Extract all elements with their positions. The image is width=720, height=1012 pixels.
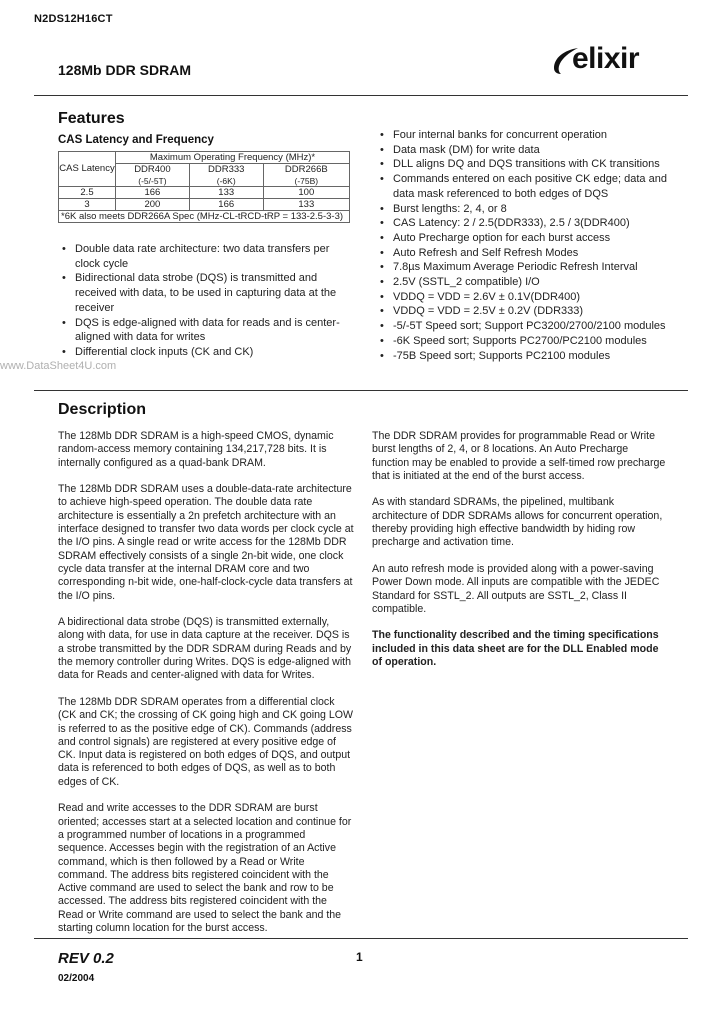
- revision-date: 02/2004: [58, 973, 95, 984]
- table-row: [59, 187, 350, 199]
- list-item: • Bidirectional data strobe (DQS) is transmitted and received with data, to be used in capturing data at the receiver: [58, 271, 350, 315]
- cas-latency-header: CAS Latency: [59, 152, 116, 187]
- freq-value: 133: [263, 199, 349, 211]
- paragraph: The 128Mb DDR SDRAM uses a double-data-rate architecture to achieve high-speed operation. The double data rate architecture is essentially a 2n prefetch architecture with an interface designed to transfer two data words per clock cycle at the I/O pins. A single read or write access for the 128Mb DDR SDRAM effectively consists of a single 2n-bit wide, one clock cycle data transfer at the internal DRAM core and two corresponding n-bit wide, one-half-clock-cycle data transfers at the I/O pins.: [58, 483, 354, 602]
- list-item: • 7.8µs Maximum Average Periodic Refresh Interval: [376, 260, 676, 275]
- right-feature-list: [376, 128, 676, 363]
- description-left-column: [58, 430, 354, 949]
- footer-rule: [34, 938, 688, 939]
- list-item: • Burst lengths: 2, 4, or 8: [376, 202, 676, 217]
- features-heading: Features: [58, 110, 125, 127]
- cas-value: 3: [59, 199, 116, 211]
- freq-value: 166: [116, 187, 190, 199]
- cas-value: 2.5: [59, 187, 116, 199]
- list-item: • -75B Speed sort; Supports PC2100 modules: [376, 349, 676, 364]
- table-footnote: *6K also meets DDR266A Spec (MHz-CL-tRCD-tRP = 133-2.5-3-3): [59, 211, 350, 223]
- list-item: • Differential clock inputs (CK and CK): [58, 345, 350, 360]
- list-item: • 2.5V (SSTL_2 compatible) I/O: [376, 275, 676, 290]
- watermark: www.DataSheet4U.com: [0, 360, 117, 372]
- col-ddr266b-sub: (-75B): [263, 175, 349, 187]
- elixir-logo: [550, 40, 670, 86]
- list-item: • Commands entered on each positive CK edge; data and data mask referenced to both edges of DQS: [376, 172, 676, 201]
- list-item: • CAS Latency: 2 / 2.5(DDR333), 2.5 / 3(DDR400): [376, 216, 676, 231]
- col-ddr400-sub: (-5/-5T): [116, 175, 190, 187]
- revision: REV 0.2: [58, 950, 114, 967]
- freq-value: 200: [116, 199, 190, 211]
- paragraph: The 128Mb DDR SDRAM operates from a differential clock (CK and CK; the crossing of CK going high and CK going LOW is referred to as the positive edge of CK). Commands (address and control signals) are registered at every positive edge of CK. Input data is registered on both edges of DQS, and output data is referenced to both edges of DQS, as well as to both edges of CK.: [58, 695, 354, 788]
- paragraph: Read and write accesses to the DDR SDRAM are burst oriented; accesses start at a selected location and continue for a programmed number of locations in a programmed sequence. Accesses begin with the registration of an Active command, which is then followed by a Read or Write command. The address bits registered coincident with the Active command are used to select the bank and row to be accessed. The address bits registered coincident with the Read or Write command are used to select the bank and the starting column location for the burst access.: [58, 802, 352, 934]
- cas-latency-heading: CAS Latency and Frequency: [58, 134, 214, 146]
- list-item: • Auto Refresh and Self Refresh Modes: [376, 246, 676, 261]
- list-item: • VDDQ = VDD = 2.5V ± 0.2V (DDR333): [376, 304, 676, 319]
- paragraph: An auto refresh mode is provided along with a power-saving Power Down mode. All inputs are compatible with the JEDEC Standard for SSTL_2. All outputs are SSTL_2, Class II compatible.: [372, 562, 660, 615]
- paragraph: As with standard SDRAMs, the pipelined, multibank architecture of DDR SDRAMs allows for concurrent operation, thereby providing high effective bandwidth by hiding row precharge and activation time.: [372, 496, 663, 549]
- list-item: • DQS is edge-aligned with data for reads and is center-aligned with data for writes: [58, 316, 350, 345]
- table-row: [59, 199, 350, 211]
- col-ddr333-sub: (-6K): [189, 175, 263, 187]
- list-item: • -5/-5T Speed sort; Support PC3200/2700/2100 modules: [376, 319, 676, 334]
- freq-value: 100: [263, 187, 349, 199]
- part-number: N2DS12H16CT: [34, 13, 113, 25]
- list-item: • DLL aligns DQ and DQS transitions with CK transitions: [376, 157, 676, 172]
- paragraph: A bidirectional data strobe (DQS) is transmitted externally, along with data, for use in data capture at the receiver. DQS is a strobe transmitted by the DDR SDRAM during Reads and by the memory controller during Writes. DQS is edge-aligned with data for Reads and center-aligned with data for Writes.: [58, 616, 352, 682]
- dll-note: The functionality described and the timing specifications included in this data sheet are for the DLL Enabled mode of operation.: [372, 629, 659, 669]
- list-item: • Data mask (DM) for write data: [376, 143, 676, 158]
- list-item: • -6K Speed sort; Supports PC2700/PC2100 modules: [376, 334, 676, 349]
- cas-frequency-table: [58, 151, 350, 223]
- description-heading: Description: [58, 401, 147, 418]
- left-feature-list: [58, 242, 350, 360]
- paragraph: The 128Mb DDR SDRAM is a high-speed CMOS, dynamic random-access memory containing 134,217,728 bits. It is internally configured as a quad-bank DRAM.: [58, 430, 334, 469]
- paragraph: The DDR SDRAM provides for programmable Read or Write burst lengths of 2, 4, or 8 locations. An Auto Precharge function may be enabled to provide a self-timed row precharge that is initiated at the end of the burst access.: [372, 430, 666, 482]
- freq-value: 166: [189, 199, 263, 211]
- page-number: 1: [356, 950, 363, 964]
- list-item: • Auto Precharge option for each burst access: [376, 231, 676, 246]
- description-right-column: [372, 430, 668, 683]
- col-ddr266b: DDR266B: [263, 164, 349, 176]
- product-title: 128Mb DDR SDRAM: [58, 62, 192, 78]
- section-rule: [34, 390, 688, 391]
- col-ddr333: DDR333: [189, 164, 263, 176]
- list-item: • VDDQ = VDD = 2.6V ± 0.1V(DDR400): [376, 290, 676, 305]
- max-freq-header: Maximum Operating Frequency (MHz)*: [116, 152, 350, 164]
- logo-text: elixir: [572, 42, 640, 75]
- freq-value: 133: [189, 187, 263, 199]
- list-item: • Double data rate architecture: two data transfers per clock cycle: [58, 242, 350, 271]
- header-rule: [34, 95, 688, 96]
- list-item: • Four internal banks for concurrent operation: [376, 128, 676, 143]
- col-ddr400: DDR400: [116, 164, 190, 176]
